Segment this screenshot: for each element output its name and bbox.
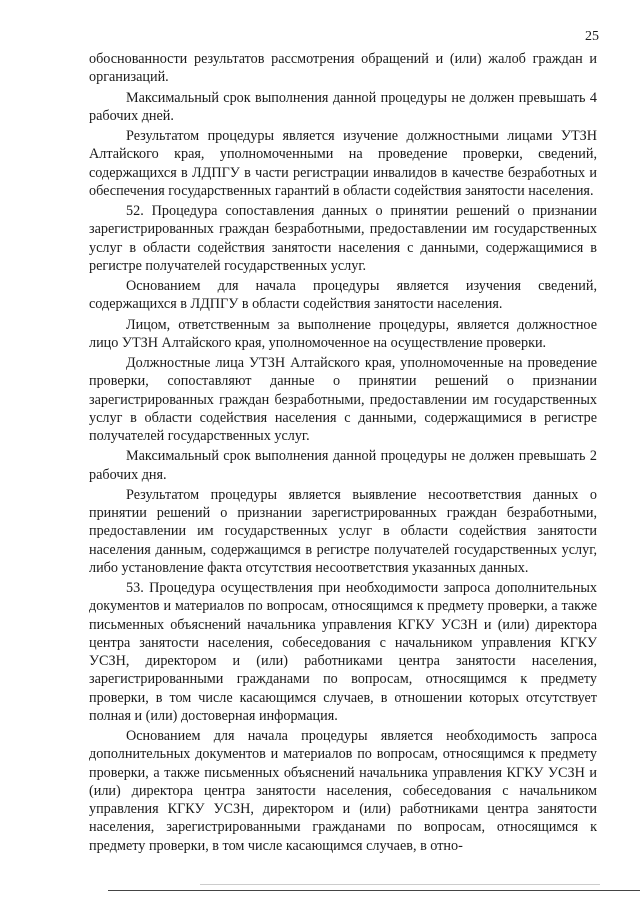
paragraph-officials-compare: Должностные лица УТЗН Алтайского края, уполномоченные на проведение проверки, сопоставляют данные о принятии решений о признании зарегистрированных граждан безработными, предоставлении им государственных услуг в области содействия населения с данными, содержащимися в регистре получателей государственных услуг. <box>89 355 597 444</box>
paragraph-procedure-52: 52. Процедура сопоставления данных о принятии решений о признании зарегистрированных граждан безработными, предоставлении им государственных услуг в области содействия занятости населения с данными, содержащимися в регистре получателей государственных услуг. <box>89 203 597 274</box>
page-bottom-rule <box>108 890 640 891</box>
paragraph-deadline-2-days: Максимальный срок выполнения данной процедуры не должен превышать 2 рабочих дня. <box>89 448 597 483</box>
page-number: 25 <box>585 29 599 44</box>
paragraph-continuation: обоснованности результатов рассмотрения обращений и (или) жалоб граждан и организаций. <box>89 51 597 86</box>
paragraph-procedure-53: 53. Процедура осуществления при необходимости запроса дополнительных документов и материалов по вопросам, относящимся к предмету проверки, а также письменных объяснений начальника управления КГКУ УСЗН и (или) директора центра занятости населения, собеседования с начальником управления КГКУ УСЗН, директором и (или) работниками центра занятости населения, зарегистрированными гражданами по вопросам, относящимся к предмету проверки, в том числе касающимся случаев, в отношении которых отсутствует полная и (или) достоверная информация. <box>89 580 597 724</box>
paragraph-result-study: Результатом процедуры является изучение должностными лицами УТЗН Алтайского края, уполномоченными на проведение проверки, сведений, содержащихся в ЛДПГУ в части регистрации инвалидов в качестве безработных и обеспечения государственных гарантий в области содействия занятости населения. <box>89 128 597 199</box>
paragraph-deadline-4-days: Максимальный срок выполнения данной процедуры не должен превышать 4 рабочих дней. <box>89 89 597 124</box>
document-body <box>89 50 597 855</box>
paragraph-basis-52: Основанием для начала процедуры является изучения сведений, содержащихся в ЛДПГУ в области содействия занятости населения. <box>89 278 597 313</box>
page-edge-line <box>200 884 600 885</box>
paragraph-result-mismatch: Результатом процедуры является выявление несоответствия данных о принятии решений о признании зарегистрированных граждан безработными, предоставлении им государственных услуг в области содействия занятости населения данным, содержащимся в регистре получателей государственных услуг, либо установление факта отсутствия несоответствия указанных данных. <box>89 486 597 576</box>
paragraph-basis-53: Основанием для начала процедуры является необходимость запроса дополнительных документов и материалов по вопросам, относящимся к предмету проверки, а также письменных объяснений начальника управления КГКУ УСЗН и (или) директора центра занятости населения, собеседования с начальником управления КГКУ УСЗН, директором и (или) работниками центра занятости населения, зарегистрированными гражданами по вопросам, относящимся к предмету проверки, в том числе касающимся случаев, в отно- <box>89 728 597 854</box>
paragraph-responsible-52: Лицом, ответственным за выполнение процедуры, является должностное лицо УТЗН Алтайского края, уполномоченное на осуществление проверки. <box>89 316 597 351</box>
